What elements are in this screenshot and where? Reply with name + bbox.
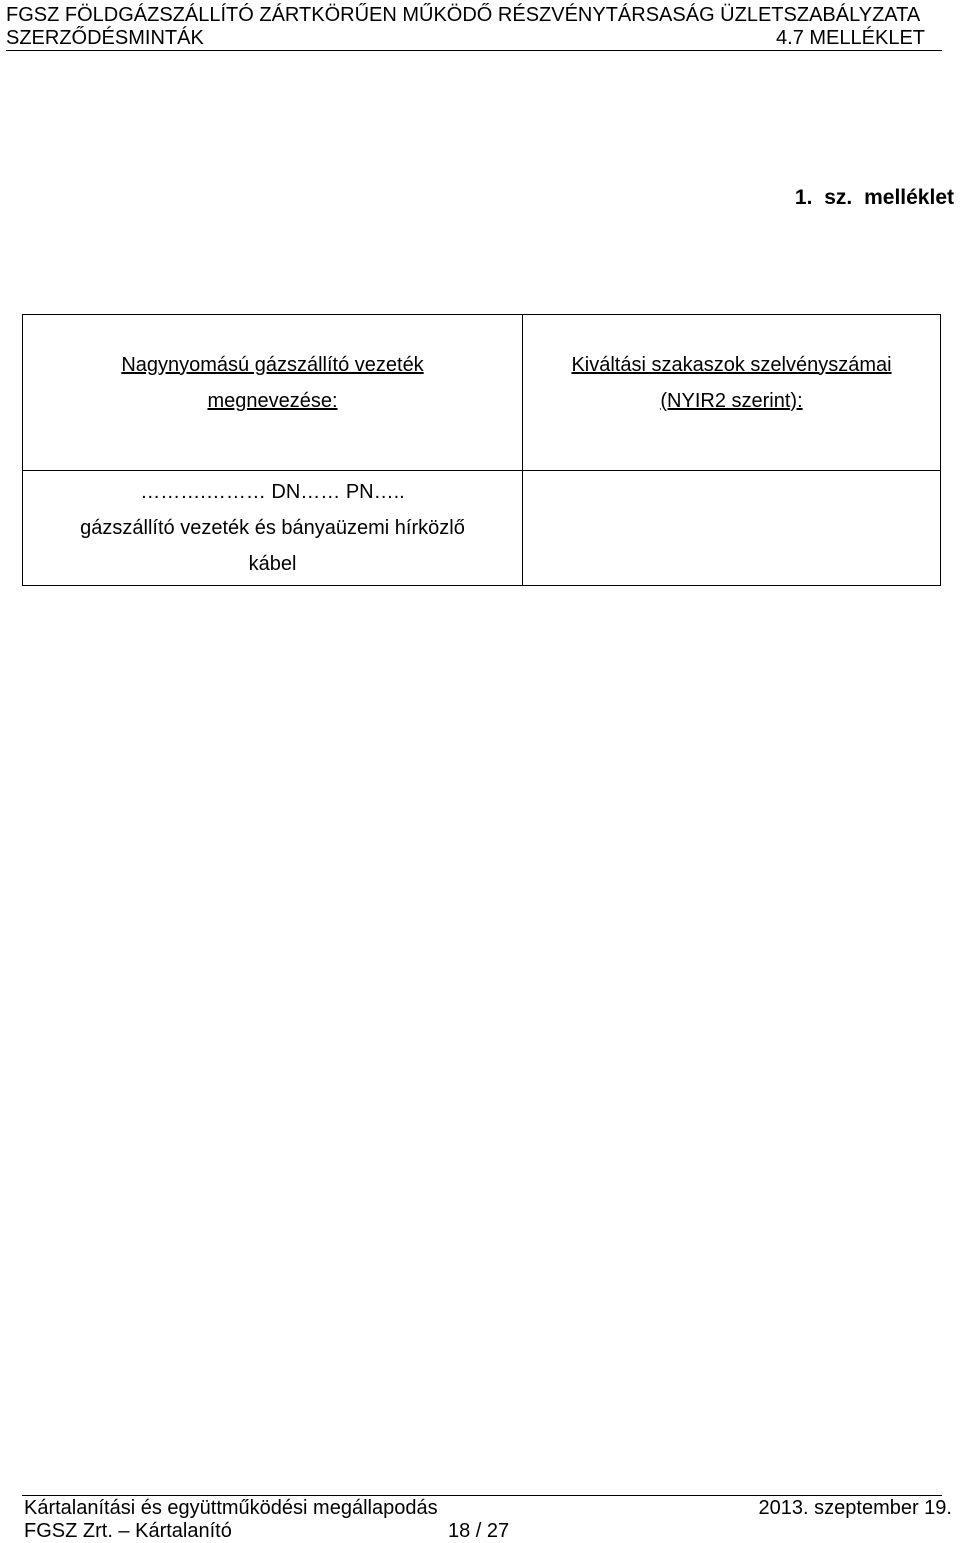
header-cell-section-numbers [523, 315, 941, 471]
pipeline-table [22, 314, 941, 586]
row-left-line3: kábel [248, 553, 297, 575]
footer-date: 2013. szeptember 19. [758, 1497, 952, 1519]
header-left-line1: Nagynyomású gázszállító vezeték [121, 353, 424, 376]
row-cell-pipeline [23, 471, 523, 586]
header-right-line2: (NYIR2 szerint): [660, 389, 803, 412]
table-row [23, 471, 941, 586]
header-divider [6, 50, 942, 51]
row-left-line2: gázszállító vezeték és bányaüzemi hírközlő [80, 517, 465, 539]
footer-divider [22, 1495, 942, 1496]
header-subtitle [6, 27, 936, 49]
annex-title: 1. sz. melléklet [794, 186, 954, 209]
footer-company: FGSZ Zrt. – Kártalanító [24, 1520, 232, 1542]
header-section: SZERZŐDÉSMINTÁK [6, 27, 204, 49]
footer-document-name: Kártalanítási és együttműködési megállapodás [24, 1497, 438, 1519]
header-left-line2: megnevezése: [207, 389, 338, 412]
row-left-line1: ……….……… DN…… PN….. [140, 481, 405, 503]
header-right-line1: Kiváltási szakaszok szelvényszámai [571, 353, 892, 376]
table-header-row [23, 315, 941, 471]
header-annex: 4.7 MELLÉKLET [776, 27, 925, 49]
header-cell-pipeline-name [23, 315, 523, 471]
header-title: FGSZ FÖLDGÁZSZÁLLÍTÓ ZÁRTKÖRŰEN MŰKÖDŐ RÉSZVÉNYTÁRSASÁG ÜZLETSZABÁLYZATA [6, 4, 921, 26]
row-cell-sections[interactable] [523, 471, 941, 586]
footer-page-number: 18 / 27 [448, 1520, 510, 1542]
